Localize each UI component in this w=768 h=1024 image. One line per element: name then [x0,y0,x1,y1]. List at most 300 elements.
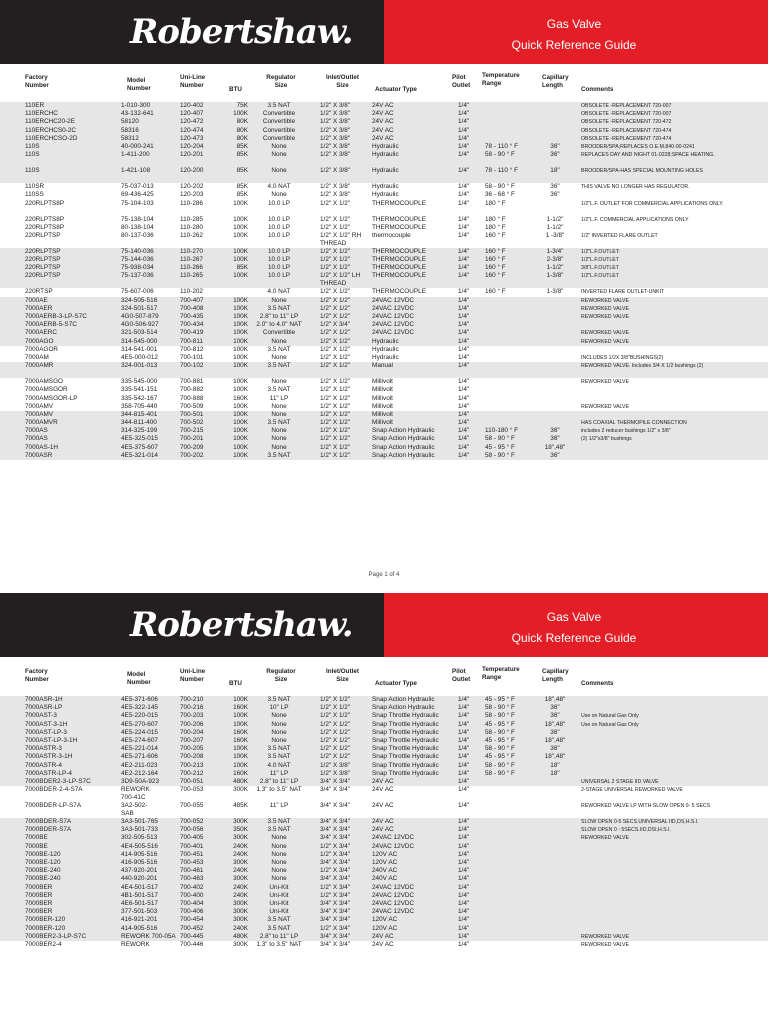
cell-inlet-outlet-size: 3/4" X 3/4" [320,777,351,785]
cell-regulator-size: None [271,834,287,842]
cell-pilot-outlet: 1/4" [458,704,470,712]
cell-uniline-number: 110-280 [180,223,203,231]
cell-regulator-size: None [271,736,287,744]
cell-btu: 240K [233,842,248,850]
table-row [0,305,768,313]
cell-actuator-type: Snap Throttle Hydraulic [372,736,439,744]
cell-actuator-type: Millivolt [372,410,393,418]
cell-inlet-outlet-size: 1/2" X 1/2" [320,288,351,296]
cell-regulator-size: 10.0 LP [267,264,291,272]
cell-uniline-number: 700-212 [180,769,204,777]
cell-uniline-number: 700-102 [180,362,204,370]
table-row [0,875,768,883]
table-row [0,704,768,712]
cell-btu: 100K [233,761,248,769]
cell-comments: OBSOLETE -REPLACEMENT 720-472 [581,119,672,126]
cell-uniline-number: 110-285 [180,215,203,223]
cell-regulator-size: 11" LP [269,769,289,777]
table-row [0,118,768,126]
col-temp: Temperature Range [482,72,520,87]
cell-uniline-number: 700-434 [180,321,204,329]
cell-model-number: 4E5-375-607 [121,443,158,451]
cell-actuator-type: Hydraulic [372,337,399,345]
cell-pilot-outlet: 1/4" [458,134,470,142]
cell-model-number: 75-144-036 [121,256,154,264]
cell-btu: 100K [233,720,248,728]
cell-model-number: 1-010-300 [121,102,151,109]
cell-pilot-outlet: 1/4" [458,296,470,304]
cell-comments: 2-STAGE UNIVERSAL REWORKED VALVE [581,787,683,794]
cell-btu: 80K [236,134,248,142]
cell-factory-number: 7000AS [25,427,48,435]
cell-factory-number: 7000AST-LP-3 [25,728,67,736]
cell-btu: 100K [233,745,248,753]
cell-uniline-number: 700-404 [180,899,204,907]
cell-inlet-outlet-size: 1/2" X 1/2" [320,704,351,712]
table-row [0,232,768,248]
cell-comments: 1/2"L.F. OUTLET FOR COMMERCIAL APPLICATIONS ONLY. [581,200,724,207]
cell-inlet-outlet-size: 1/2" X 1/2" [320,386,351,394]
cell-actuator-type: 120V AC [372,850,398,858]
cell-btu: 100K [233,386,248,394]
cell-pilot-outlet: 1/4" [458,753,470,761]
cell-btu: 480K [233,932,248,940]
cell-uniline-number: 700-408 [180,304,204,312]
cell-regulator-size: 2.8" to 11" LP [259,932,299,940]
cell-btu: 100K [233,199,248,207]
cell-temperature-range: 160 ° F [485,264,506,272]
cell-pilot-outlet: 1/4" [458,908,470,916]
cell-factory-number: 7000AST-3-1H [25,720,68,728]
cell-btu: 100K [233,712,248,720]
cell-actuator-type: THERMOCOUPLE [372,215,426,223]
cell-factory-number: 220RLPTSP [25,272,61,280]
cell-actuator-type: THERMOCOUPLE [372,199,426,207]
cell-regulator-size: 3.5 NAT [267,345,291,353]
cell-temperature-range: 58 - 90 ° F [485,761,515,769]
table-row [0,346,768,354]
cell-regulator-size: Uni-Kit [269,891,289,899]
cell-temperature-range: 160 ° F [485,272,506,280]
cell-pilot-outlet: 1/4" [458,199,470,207]
cell-regulator-size: Uni-Kit [269,883,289,891]
cell-uniline-number: 700-882 [180,386,204,394]
cell-btu: 75K [236,102,248,109]
cell-uniline-number: 700-055 [180,802,204,810]
cell-pilot-outlet: 1/4" [458,867,470,875]
cell-factory-number: 220RTSP [25,288,53,296]
cell-inlet-outlet-size: 1/2" X 1/2" [320,304,351,312]
cell-capillary-length: 36" [550,435,560,443]
cell-capillary-length: 36" [550,151,560,159]
col-temp: Temperature Range [482,666,520,681]
cell-regulator-size: 11" LP [269,394,289,402]
cell-inlet-outlet-size: 1/2" X 3/8" [320,191,351,199]
cell-model-number: 416-921-201 [121,916,158,924]
cell-actuator-type: Snap Throttle Hydraulic [372,761,439,769]
cell-uniline-number: 110-286 [180,199,203,207]
cell-actuator-type: 24V AC [372,110,394,118]
cell-btu: 85K [236,191,248,199]
cell-factory-number: 220RLPTS8P [25,199,65,207]
cell-uniline-number: 110-270 [180,247,203,255]
cell-factory-number: 7000BDER2-3-LP-S7C [25,777,91,785]
valve-table-page-2 [0,696,768,949]
cell-inlet-outlet-size: 1/2" X 1/2" [320,215,351,223]
cell-pilot-outlet: 1/4" [458,427,470,435]
cell-uniline-number: 700-215 [180,427,204,435]
cell-actuator-type: Snap Throttle Hydraulic [372,720,439,728]
cell-uniline-number: 700-213 [180,761,204,769]
cell-pilot-outlet: 1/4" [458,329,470,337]
cell-btu: 100K [233,223,248,231]
cell-capillary-length: 36" [550,427,560,435]
cell-uniline-number: 110-267 [180,256,203,264]
cell-comments: UNIVERSAL 2 STAGE IID VALVE [581,778,659,785]
cell-comments: REWORKED VALVE [581,297,629,304]
cell-model-number: 75-938-034 [121,264,154,272]
cell-comments: BROODER/SPA;REPLACES O.E.M.840-00-0241 [581,143,695,150]
cell-regulator-size: 10.0 LP [267,231,291,239]
cell-pilot-outlet: 1/4" [458,842,470,850]
doc-title: Gas Valve [546,17,602,31]
table-row [0,200,768,216]
cell-uniline-number: 700-053 [180,786,204,794]
cell-inlet-outlet-size: 1/2" X 1/2" [320,223,351,231]
cell-regulator-size: 3.5 NAT [267,818,291,826]
col-regulator: Regulator Size [266,74,296,89]
table-row [0,867,768,875]
cell-inlet-outlet-size: 1/2" X 3/8" [320,118,351,126]
cell-inlet-outlet-size: 1/2" X 1/2" [320,696,351,703]
table-row [0,834,768,842]
cell-model-number: 4B1-501-517 [121,891,158,899]
cell-actuator-type: Snap Action Hydraulic [372,704,435,712]
cell-inlet-outlet-size: 1/2" X 3/4" [320,891,351,899]
cell-btu: 100K [233,110,248,118]
cell-capillary-length: 1-1/2" [546,223,564,231]
col-pilot: Pilot Outlet [452,668,471,683]
cell-comments: BROODER/SPA-HAS SPECIAL MOUNTING HOLES [581,168,703,175]
cell-temperature-range: 160 ° F [485,231,506,239]
cell-model-number: 4E5-321-014 [121,451,158,459]
table-row [0,444,768,452]
cell-model-number: 414-905-516 [121,850,158,858]
table-row [0,712,768,720]
cell-btu: 300K [233,908,248,916]
cell-uniline-number: 700-407 [180,296,204,304]
cell-temperature-range: 78 - 110 ° F [485,142,518,150]
cell-actuator-type: Snap Throttle Hydraulic [372,753,439,761]
cell-comments: 1/2"L.F.OUTLET [581,257,619,264]
cell-factory-number: 110SR [25,183,45,191]
table-row [0,151,768,167]
cell-capillary-length: 2-3/8" [546,256,564,264]
brand-panel [0,593,384,657]
cell-uniline-number: 120-202 [180,183,204,191]
cell-comments: OBSOLETE -REPLACEMENT 720-474 [581,135,672,142]
cell-comments: 1/2"L.F.OUTLET: [581,248,620,255]
cell-actuator-type: THERMOCOUPLE [372,256,426,264]
table-row [0,427,768,435]
cell-pilot-outlet: 1/4" [458,402,470,410]
table-row [0,102,768,110]
cell-model-number: 75-138-104 [121,215,154,223]
cell-regulator-size: 10.0 LP [267,199,291,207]
cell-regulator-size: 2.8" to 11" LP [259,777,299,785]
cell-factory-number: 7000AMV [25,402,54,410]
cell-capillary-length: 36" [550,142,560,150]
cell-pilot-outlet: 1/4" [458,410,470,418]
table-row [0,272,768,288]
cell-uniline-number: 700-205 [180,745,204,753]
cell-inlet-outlet-size: 1/2" X 3/4" [320,842,351,850]
cell-regulator-size: 4.0 NAT [267,761,291,769]
cell-factory-number: 7000AMVR [25,419,58,427]
col-actuator: Actuator Type [375,86,417,93]
page-header [0,0,768,64]
cell-uniline-number: 700-406 [180,908,204,916]
cell-comments: REWORKED VALVE [581,338,629,345]
cell-uniline-number: 700-401 [180,842,204,850]
cell-actuator-type: 24V AC [372,777,394,785]
cell-capillary-length: 36" [550,704,560,712]
cell-factory-number: 7000AM [25,353,49,361]
cell-model-number: 75-104-103 [121,199,154,207]
cell-pilot-outlet: 1/4" [458,777,470,785]
cell-pilot-outlet: 1/4" [458,183,470,191]
cell-actuator-type: 120V AC [372,924,398,932]
column-headers [0,72,768,102]
cell-model-number: 314-541-001 [121,345,158,353]
cell-temperature-range: 58 - 90 ° F [485,728,515,736]
cell-uniline-number: 120-402 [180,102,204,109]
cell-factory-number: 7000BE-120 [25,859,61,866]
cell-regulator-size: 10.0 LP [267,215,291,223]
cell-temperature-range: 180 ° F [485,223,506,231]
cell-inlet-outlet-size: 1/2" X 3/4" [320,924,351,932]
cell-factory-number: 7000AS [25,435,48,443]
cell-regulator-size: 3.5 NAT [267,753,291,761]
cell-temperature-range: 58 - 90 ° F [485,704,515,712]
cell-regulator-size: 4.0 NAT [267,288,291,296]
cell-uniline-number: 700-101 [180,353,204,361]
cell-actuator-type: Snap Action Hydraulic [372,696,435,703]
cell-comments: THIS VALVE NO LONGER HAS REGULATOR. [581,184,690,191]
cell-temperature-range: 58 - 90 ° F [485,183,515,191]
cell-pilot-outlet: 1/4" [458,378,470,386]
cell-temperature-range: 45 - 95 ° F [485,720,515,728]
cell-pilot-outlet: 1/4" [458,443,470,451]
cell-factory-number: 110SS [25,191,44,199]
doc-subtitle: Quick Reference Guide [511,631,637,645]
cell-inlet-outlet-size: 1/2" X 3/8" [320,769,351,777]
cell-uniline-number: 700-446 [180,940,204,948]
cell-factory-number: 7000BER-120 [25,924,66,932]
brand-panel [0,0,384,64]
cell-inlet-outlet-size: 1/2" X 1/2" [320,451,351,459]
cell-inlet-outlet-size: 1/2" X 1/2" [320,256,351,264]
cell-factory-number: 7000AMSGO [25,378,64,386]
cell-pilot-outlet: 1/4" [458,728,470,736]
cell-model-number: 321-503-514 [121,329,158,337]
cell-pilot-outlet: 1/4" [458,167,470,175]
cell-uniline-number: 700-203 [180,712,204,720]
cell-pilot-outlet: 1/4" [458,859,470,866]
cell-inlet-outlet-size: 1/2" X 1/2" [320,410,351,418]
cell-btu: 80K [236,126,248,134]
cell-factory-number: 110ERCHC [25,110,58,118]
cell-inlet-outlet-size: 1/2" X 3/4" [320,850,351,858]
cell-btu: 100K [233,247,248,255]
table-row [0,452,768,460]
cell-uniline-number: 700-405 [180,834,204,842]
cell-model-number: 324-001-013 [121,362,158,370]
cell-comments: 1/2" INVERTED FLARE OUTLET [581,232,658,239]
table-row [0,892,768,900]
cell-pilot-outlet: 1/4" [458,223,470,231]
col-capillary: Capillary Length [542,668,569,683]
cell-uniline-number: 700-204 [180,728,204,736]
cell-model-number: 1-421-108 [121,167,151,175]
cell-regulator-size: None [271,443,287,451]
cell-actuator-type: Hydraulic [372,345,399,353]
cell-btu: 240K [233,924,248,932]
cell-factory-number: 7000AS-1H [25,443,59,451]
cell-factory-number: 7000BDER-2-4-S7A [25,786,83,794]
cell-inlet-outlet-size: 1/2" X 3/4" [320,883,351,891]
cell-actuator-type: Millivolt [372,394,393,402]
cell-actuator-type: 24V AC [372,826,394,834]
table-row [0,721,768,729]
cell-actuator-type: 24V AC [372,940,394,948]
cell-comments: Use on Natural Gas Only [581,721,639,728]
cell-pilot-outlet: 1/4" [458,850,470,858]
cell-pilot-outlet: 1/4" [458,118,470,126]
cell-pilot-outlet: 1/4" [458,353,470,361]
cell-model-number: REWORK [121,940,150,948]
cell-inlet-outlet-size: 1/2" X 1/2" [320,362,351,370]
cell-regulator-size: 3.5 NAT [267,362,291,370]
cell-pilot-outlet: 1/4" [458,304,470,312]
cell-temperature-range: 180 ° F [485,215,506,223]
cell-temperature-range: 180 ° F [485,199,506,207]
cell-btu: 85K [236,183,248,191]
cell-inlet-outlet-size: 1/2" X 1/2" [320,745,351,753]
cell-btu: 100K [233,329,248,337]
cell-btu: 350K [233,826,248,834]
cell-regulator-size: None [271,410,287,418]
cell-inlet-outlet-size: 3/4" X 3/4" [320,916,351,924]
cell-inlet-outlet-size: 1/2" X 1/2" LH THREAD [320,272,361,288]
cell-inlet-outlet-size: 1/2" X 1/2" [320,720,351,728]
cell-model-number: 75-140-036 [121,247,154,255]
cell-inlet-outlet-size: 1/2" X 3/8" [320,126,351,134]
cell-factory-number: 7000ASR [25,451,53,459]
cell-pilot-outlet: 1/4" [458,451,470,459]
cell-pilot-outlet: 1/4" [458,883,470,891]
cell-actuator-type: Hydraulic [372,151,399,159]
cell-actuator-type: Snap Action Hydraulic [372,451,435,459]
cell-model-number: 4E5-270-607 [121,720,158,728]
cell-comments: includes 2 reducer bushings 1/2" x 3/8" [581,428,671,435]
cell-model-number: 4E5-271-606 [121,753,158,761]
cell-temperature-range: 45 - 95 ° F [485,753,515,761]
cell-factory-number: 7000AST-LP-3-1H [25,736,78,744]
title-panel [384,0,768,64]
cell-uniline-number: 120-473 [180,134,204,142]
cell-pilot-outlet: 1/4" [458,321,470,329]
cell-capillary-length: 1-3/4" [546,247,564,255]
cell-actuator-type: Millivolt [372,386,393,394]
cell-capillary-length: 1 -3/8" [545,231,565,239]
cell-regulator-size: None [271,296,287,304]
table-row [0,851,768,859]
cell-factory-number: 7000ASTR-3 [25,745,62,753]
cell-uniline-number: 700-206 [180,720,204,728]
cell-btu: 300K [233,859,248,866]
cell-actuator-type: 24VAC 12VDC [372,321,415,329]
cell-inlet-outlet-size: 3/4" X 3/4" [320,802,351,810]
cell-uniline-number: 700-207 [180,736,204,744]
cell-btu: 240K [233,883,248,891]
cell-capillary-length: 18" [550,769,560,777]
cell-temperature-range: 160 ° F [485,247,506,255]
cell-uniline-number: 120-203 [180,191,204,199]
cell-inlet-outlet-size: 3/4" X 3/4" [320,932,351,940]
cell-factory-number: 110ER [25,102,45,109]
page-number: Page 1 of 4 [368,572,400,578]
table-row [0,419,768,427]
cell-capillary-length: 36" [550,183,560,191]
cell-model-number: 324-501-517 [121,304,158,312]
cell-model-number: 4E6-501-517 [121,899,158,907]
cell-inlet-outlet-size: 3/4" X 3/4" [320,818,351,826]
cell-uniline-number: 700-208 [180,753,204,761]
cell-uniline-number: 700-881 [180,378,204,386]
col-model: Model Number [127,77,151,92]
cell-btu: 100K [233,378,248,386]
cell-regulator-size: None [271,427,287,435]
col-inlet: Inlet/Outlet Size [326,668,359,683]
cell-model-number: 75-037-013 [121,183,154,191]
cell-pilot-outlet: 1/4" [458,191,470,199]
cell-model-number: 414-905-516 [121,924,158,932]
cell-actuator-type: THERMOCOUPLE [372,247,426,255]
cell-factory-number: 7000BE [25,842,48,850]
cell-uniline-number: 110-266 [180,264,203,272]
cell-regulator-size: Convertible [262,126,296,134]
cell-actuator-type: 240V AC [372,875,398,883]
table-row [0,933,768,941]
cell-btu: 160K [233,704,248,712]
table-row [0,941,768,949]
cell-comments: SLOW OPEN 0 - 5SECS.IID,DSI,H.S.I. [581,827,671,834]
page-header [0,593,768,657]
cell-pilot-outlet: 1/4" [458,151,470,159]
cell-actuator-type: Hydraulic [372,142,399,150]
cell-factory-number: 7000BER-120 [25,916,66,924]
cell-regulator-size: 3.5 NAT [267,451,291,459]
cell-pilot-outlet: 1/4" [458,272,470,280]
cell-model-number: 335-545-000 [121,378,158,386]
cell-pilot-outlet: 1/4" [458,386,470,394]
cell-inlet-outlet-size: 1/2" X 1/2" [320,378,351,386]
table-row [0,786,768,802]
cell-pilot-outlet: 1/4" [458,736,470,744]
table-row [0,908,768,916]
col-inlet: Inlet/Outlet Size [326,74,359,89]
